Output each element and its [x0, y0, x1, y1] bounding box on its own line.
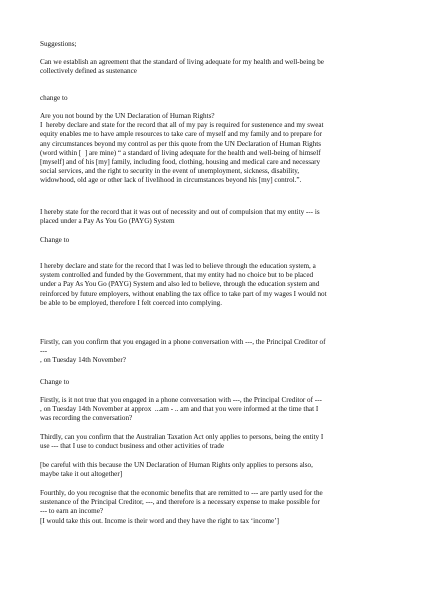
- paragraph-economic-benefits: Fourthly, do you recognise that the economic benefits that are remitted to --- are partly used for the sustenance of the Principal Creditor, ---, and therefore is a necessary expense to make possible for --- to earn an income? [I would take this out. Income is their word and they have the right to tax ‘income’]: [40, 489, 323, 525]
- paragraph-taxation-act: Thirdly, can you confirm that the Australian Taxation Act only applies to persons, being the entity I use --- that I use to conduct business and other activities of trade: [40, 433, 324, 451]
- paragraph-phone-conversation-revised: Firstly, is it not true that you engaged in a phone conversation with ---, the Principal Creditor of --- , on Tuesday 14th November at approx ...am - .. am and that you were informed at the time that I was recording the conversation?: [40, 396, 322, 423]
- paragraph-un-declaration: Are you not bound by the UN Declaration of Human Rights? I hereby declare and state for the record that all of my pay is required for sustenence and my sweat equity enables me to have ample resources to take care of myself and my family and to prepare for any circumstances beyond my control as per this quote from the UN Declaration of Human Rights (word within [ ] are mine) “ a standard of living adequate for the health and well-being of himself [myself] and of his [my] family, including food, clothing, housing and medical care and necessary social services, and the right to security in the event of unemployment, sickness, disability, widowhood, old age or other lack of livelihood in circumstances beyond his [my] control.”.: [40, 112, 324, 185]
- paragraph-phone-conversation-question: Firstly, can you confirm that you engaged in a phone conversation with ---, the Principal Creditor of --- , on Tuesday 14th November?: [40, 338, 326, 365]
- paragraph-careful-note: [be careful with this because the UN Declaration of Human Rights only applies to persons also, maybe take it out altogether]: [40, 461, 313, 479]
- paragraph-change-to-2: Change to: [40, 236, 70, 244]
- paragraph-change-to: change to: [40, 94, 68, 102]
- paragraph-suggestions-heading: Suggestions;: [40, 40, 77, 48]
- paragraph-agreement-question: Can we establish an agreement that the standard of living adequate for my health and well-being be collectively defined as sustenance: [40, 58, 324, 76]
- paragraph-payg-statement: I hereby state for the record that it was out of necessity and out of compulsion that my entity --- is placed under a Pay As You Go (PAYG) System: [40, 208, 320, 226]
- paragraph-change-to-3: Change to: [40, 378, 70, 386]
- paragraph-education-system: I hereby declare and state for the record that I was led to believe through the education system, a system controlled and funded by the Government, that my entity had no choice but to be placed under a Pay As You Go (PAYG) System and also led to believe, through the education system and reinforced by future employers, without enabling the tax office to take part of my wages I would not be able to be employed, therefore I felt coerced into complying.: [40, 262, 327, 307]
